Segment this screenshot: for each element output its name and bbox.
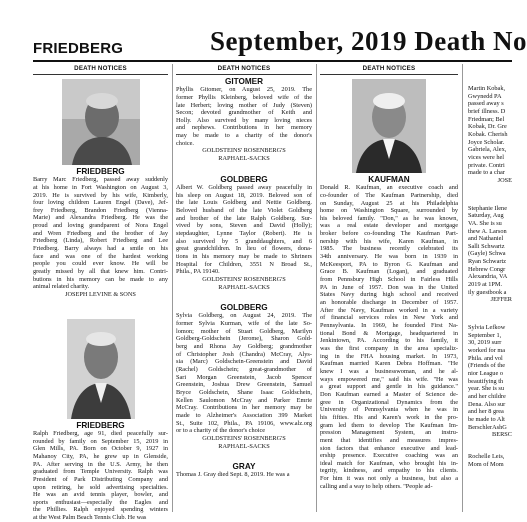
- notice-text-line: from Pennsbury High School in Fairless Hills: [320, 276, 458, 284]
- column-separator: [172, 64, 173, 512]
- notice-text-line: sia (Marc) Goldschein-Greenstein and David: [176, 358, 312, 366]
- notice-text-line: a great support and gentle in his guidance.": [320, 383, 458, 391]
- notice-body: [468, 453, 512, 468]
- notice-text-line: Marie) and Alexandra Friedberg. He was the: [33, 214, 168, 222]
- notice-text-line: Secon; devoted grandmother of Keith and: [176, 109, 312, 117]
- notice-text-line: ing in the FHA housing market. In 1973,: [320, 352, 458, 360]
- notice-text-line: pression Management System, an instru-: [320, 429, 458, 437]
- notice-text-line: sports enthusiast—especially the Eagles and: [33, 498, 168, 506]
- funeral-home-signoff: JEFFER: [490, 296, 512, 304]
- notice-text-line: Mahanoy City, PA, he grew up in Glenside,: [33, 452, 168, 460]
- notice-text-line: and her 8 grea: [468, 408, 504, 416]
- funeral-home-signoff: BERSC: [492, 431, 512, 439]
- notice-text-line: worked for ma: [468, 347, 506, 355]
- notice-text-line: great grandchildren. In lieu of flowers, dona-: [176, 245, 312, 253]
- notice-text-line: Phila. and vol: [468, 354, 503, 362]
- notice-text-line: face and was one of the hardest working: [33, 252, 168, 260]
- notice-text-line: Kobak, Dr. Gre: [468, 123, 507, 131]
- notice-text-line: home on Washington Square, surrounded by: [320, 207, 458, 215]
- funeral-home-signoff: GOLDSTEINS' ROSENBERG'S: [202, 275, 286, 283]
- notice-body: [176, 471, 312, 479]
- page-banner: September, 2019 Death No: [210, 26, 527, 56]
- notice-text-line: McKeesport, PA to Byron G. Kaufman and: [320, 260, 458, 268]
- notice-text-line: Holly. Also survived by many loving nieces: [176, 116, 312, 124]
- notice-text-line: ily guestbook a: [468, 288, 507, 296]
- notice-text-line: McCray. Contributions in her memory may be: [176, 404, 312, 412]
- notice-text-line: an honorable discharge in December of 1957.: [320, 299, 458, 307]
- notice-text-line: butions in his memory can be made to any: [33, 275, 168, 283]
- notice-body: [33, 430, 168, 522]
- notice-text-line: Kellen Saulomon McCray and Parker Emrie: [176, 396, 312, 404]
- notice-text-line: 2019. He is survived by his wife, Kimberly,: [33, 191, 168, 199]
- notice-text-line: BerschlerAshG: [468, 423, 507, 431]
- notice-text-line: choice.: [176, 139, 195, 147]
- notice-name: GOLDBERG: [220, 174, 268, 184]
- notice-text-line: or to a charity of the donor's choice: [176, 427, 266, 435]
- notice-text-line: of Christopher Josh (Chandra) McCray, Alys-: [176, 350, 312, 358]
- notice-text-line: and Nathaniel: [468, 235, 504, 243]
- portrait-photo-donald-kaufman: [352, 79, 426, 173]
- notice-text-line: St., Suite 102, Phila., PA 19106, www.alz.org: [176, 419, 312, 427]
- notice-text-line: Gwynedd PA: [468, 92, 502, 100]
- notice-name: FRIEDBERG: [76, 167, 125, 176]
- notice-text-line: knew I was a businesswoman, and he al-: [320, 367, 458, 375]
- notice-name: GITOMER: [224, 77, 264, 86]
- notice-name: GRAY: [232, 462, 256, 472]
- notice-text-line: Don Kaufman earned a Master of Science de-: [320, 390, 458, 398]
- notice-body: [176, 312, 312, 450]
- notice-body: [468, 205, 512, 305]
- notice-text-line: Ryan Schwartz: [468, 258, 507, 266]
- funeral-home-signoff: GOLDSTEINS' ROSENBERG'S: [202, 147, 286, 155]
- funeral-home-signoff: JOSE: [497, 176, 512, 184]
- notice-text-line: 30, 2019 surr: [468, 339, 502, 347]
- notice-text-line: gram led them to develop The Kaufman Im-: [320, 421, 458, 429]
- notice-text-line: September 1,: [468, 331, 502, 339]
- notice-text-line: gree in Organizational Dynamics from the: [320, 398, 458, 406]
- funeral-home-signoff: GOLDSTEINS' ROSENBERG'S: [202, 434, 286, 442]
- section-heading: DEATH NOTICES: [320, 64, 458, 75]
- notice-text-line: Sylvia Lefkow: [468, 324, 506, 332]
- notice-text-line: tegrity, kindness, and empathy to his clients.: [320, 467, 458, 475]
- notice-text-line: (Gayle) Schwa: [468, 250, 506, 258]
- notice-text-line: University of Pennsylvania when he was in: [320, 406, 458, 414]
- notice-text-line: at his home in Fort Washington on August 3,: [33, 183, 168, 191]
- notice-text-line: Salli Schwartz: [468, 242, 505, 250]
- notice-text-line: Glen Mills, PA. Born on October 9, 1927 in: [33, 445, 168, 453]
- notice-text-line: For him it was not only a business, but also a: [320, 475, 458, 483]
- notice-text-line: Kobak. Cherish: [468, 130, 508, 138]
- notice-text-line: brief illness. D: [468, 107, 506, 115]
- notice-text-line: 34th anniversary. He was born in 1939 in: [320, 253, 458, 261]
- notice-text-line: Mom of Mom: [468, 460, 504, 468]
- notice-text-line: Saturday, Aug: [468, 212, 504, 220]
- notice-text-line: Beloved husband of the late Violet Goldberg: [176, 206, 312, 214]
- notice-text-line: tional Bond & Mortgage, headquartered in: [320, 329, 458, 337]
- column-separator: [316, 64, 317, 512]
- notice-text-line: the late Louis Goldberg and Nettie Goldberg.: [176, 199, 312, 207]
- notice-name: GOLDBERG: [220, 303, 268, 313]
- notice-text-line: frey Friedberg, Brandon Friedberg (Vienna-: [33, 206, 168, 214]
- notice-text-line: also survived by 5 granddaughters, and 6: [176, 237, 312, 245]
- column-2: [176, 64, 312, 512]
- notice-text-line: Stephanie Ilene: [468, 204, 507, 212]
- notice-text-line: Jenkintown, PA. According to his family, it: [320, 337, 458, 345]
- notice-text-line: (Friends of the: [468, 362, 506, 370]
- notice-text-line: States Navy during high school and received: [320, 291, 458, 299]
- header-rule: [33, 60, 512, 62]
- notice-text-line: PA in June of 1957. Don was in the United: [320, 283, 458, 291]
- notice-text-line: Hospital for Children, 3551 N Broad St.,: [176, 260, 312, 268]
- notice-text-line: his sleep on August 18, 2019. Beloved son of: [176, 191, 312, 199]
- portrait-photo-barry-friedberg: [62, 79, 140, 165]
- notice-text-line: greatly missed by all that knew him. Contri-: [33, 268, 168, 276]
- notice-text-line: his fifties. His and Karen's work in the pro-: [320, 413, 458, 421]
- notice-text-line: Sylvia Goldberg, on August 24, 2019. The: [176, 312, 312, 320]
- notice-text-line: and nephews. Contributions in her memory: [176, 124, 312, 132]
- notice-text-line: 1985. The business recently celebrated its: [320, 245, 458, 253]
- notice-text-line: VA. She is su: [468, 219, 502, 227]
- notice-text-line: berg and Rhona Jay Goldberg; grandmother: [176, 342, 312, 350]
- notice-text-line: Kaufman married Karen Debra Hoffman. "He: [320, 360, 458, 368]
- notice-text-line: people you could ever know. He will be: [33, 260, 168, 268]
- notice-body: [320, 184, 458, 490]
- notice-text-line: Friedberg (Linda), Robert Friedberg and Lee: [33, 237, 168, 245]
- notice-text-line: Friedman; Bel: [468, 115, 505, 123]
- notice-text-line: the Phillies. Ralph enjoyed spending winters: [33, 506, 168, 514]
- notice-text-line: made to Alzheimer's Association 399 Market: [176, 411, 312, 419]
- notice-text-line: Bryce Goldschein, Shane Isaac Goldschein,: [176, 388, 312, 396]
- notice-text-line: Martin Kobak,: [468, 85, 506, 92]
- notice-text-line: on Sunday, August 25 at his Philadelphia: [320, 199, 458, 207]
- notice-text-line: nership with his wife, Karen Kaufman, in: [320, 237, 458, 245]
- notice-text-line: ment that identifies and measures impres-: [320, 436, 458, 444]
- notice-text-line: was the first company in the area specializ-: [320, 344, 458, 352]
- notice-body: [176, 86, 312, 163]
- funeral-home-signoff: JOSEPH LEVINE & SONS: [65, 291, 136, 299]
- notice-text-line: upon retiring, he sold advertising specialties.: [33, 483, 168, 491]
- notice-text-line: nior League o: [468, 370, 503, 377]
- notice-text-line: beautifying th: [468, 377, 504, 385]
- notice-text-line: Rochelle Leis,: [468, 452, 505, 460]
- funeral-home-signoff: RAPHAEL-SACKS: [218, 283, 270, 291]
- notice-text-line: Ralph Friedberg, age 91, died peacefully sur-: [33, 429, 168, 437]
- notice-text-line: vices were hel: [468, 153, 505, 161]
- notice-text-line: vived by sons, Steven and David (Holly);: [176, 222, 312, 230]
- notice-text-line: (Rachel) Goldschein; great-grandmother of: [176, 365, 312, 373]
- notice-text-line: former Sylvia Kurman, wife of the late So-: [176, 320, 312, 328]
- notice-text-line: Hebrew Congr: [468, 265, 506, 273]
- notice-text-line: was a real estate developer and mortgage: [320, 222, 458, 230]
- notice-name: KAUFMAN: [368, 175, 410, 184]
- notice-text-line: four loving children Lauren Engel (Dave), Jef-: [33, 199, 168, 207]
- column-3: [320, 64, 458, 512]
- notice-text-line: of financial services roles in New York and: [320, 314, 458, 322]
- notice-text-line: former Phyllis Kleinberg, beloved wife of the: [176, 93, 312, 101]
- notice-text-line: sion factors that enhance executive and lead-: [320, 444, 458, 452]
- notice-text-line: Albert W. Goldberg passed away peacefully in: [176, 183, 312, 191]
- notice-text-line: lomon; mother of Stuart Goldberg, Marilyn: [176, 327, 312, 335]
- column-1: [33, 64, 168, 522]
- notice-text-line: and brother of the late Ralph Goldberg. Sur-: [176, 214, 312, 222]
- notice-text-line: Friedberg. Barry always had a smile on his: [33, 245, 168, 253]
- notice-text-line: stepdaughter, Lynne Taylor (Robert). He is: [176, 229, 312, 237]
- notice-text-line: ways empowered me," said his wife. "He was: [320, 375, 458, 383]
- notice-text-line: Goldberg-Goldschein (Jerome), Sharon Gold-: [176, 335, 312, 343]
- notice-text-line: Phyllis Gitomer, on August 25, 2019. The: [176, 86, 312, 94]
- notice-text-line: at the West Palm Beach Tennis Club. He was: [33, 514, 147, 522]
- notice-text-line: made to a char: [468, 169, 505, 177]
- notice-text-line: After the Navy, Kaufman worked in a variety: [320, 306, 458, 314]
- notice-text-line: private. Contri: [468, 161, 505, 169]
- notice-text-line: and Wren Friedberg and the brother of Jay: [33, 229, 168, 237]
- notice-text-line: ideal match for Kaufman, who brought his in-: [320, 459, 458, 467]
- notice-text-line: He was an avid tennis player, bowler, and: [33, 491, 168, 499]
- notice-text-line: be made to Alt: [468, 415, 505, 423]
- notice-text-line: broker before co-founding The Kaufman Part-: [320, 230, 458, 238]
- notice-text-line: co-founder of The Kaufman Partnership, died: [320, 191, 458, 199]
- section-heading: DEATH NOTICES: [176, 64, 312, 75]
- funeral-home-signoff: RAPHAEL-SACKS: [218, 155, 270, 163]
- notice-body: [33, 176, 168, 299]
- notice-text-line: proud and loving grandparent of Nora Engel: [33, 222, 168, 230]
- notice-text-line: and her childre: [468, 392, 506, 400]
- notice-text-line: Donald R. Kaufman, an executive coach and: [320, 184, 458, 192]
- notice-text-line: animal related charity.: [33, 283, 90, 291]
- notice-text-line: his beloved family. "Don," as he was known,: [320, 214, 458, 222]
- notice-body: [468, 85, 512, 185]
- notice-text-line: PA. After serving in the U.S. Army, he then: [33, 460, 168, 468]
- notice-text-line: Gabriela, Alex,: [468, 146, 507, 154]
- notice-text-line: may be made to a charity of the donor's: [176, 132, 312, 140]
- notice-text-line: Joyce Scholar.: [468, 138, 505, 146]
- notice-text-line: Barry Marc Friedberg, passed away suddenly: [33, 176, 168, 184]
- notice-text-line: rounded by family on September 15, 2019 in: [33, 437, 168, 445]
- notice-body: [176, 184, 312, 291]
- notice-text-line: passed away s: [468, 100, 504, 108]
- column-4: [468, 64, 512, 512]
- notice-body: [468, 324, 512, 439]
- notice-text-line: ership presence. Executive coaching was an: [320, 452, 458, 460]
- notice-text-line: 2019 at 1PM.: [468, 281, 503, 289]
- notice-text-line: tions in his memory may be made to Shriners: [176, 252, 312, 260]
- notice-text-line: Dena. Also sur: [468, 400, 506, 408]
- notice-text-line: Thomas J. Gray died Sept. 8, 2019. He was a: [176, 471, 290, 479]
- notice-text-line: Pennsylvania. In 1969, he founded First Na-: [320, 322, 458, 330]
- notice-text-line: President of Park Distributing Company and: [33, 475, 168, 483]
- notice-text-line: Alexandria, VA: [468, 273, 508, 281]
- notice-text-line: year. She is su: [468, 385, 505, 393]
- page-section-title: FRIEDBERG: [33, 40, 124, 57]
- notice-text-line: Sari Morgan Greenstein, Jacob Spencer: [176, 373, 312, 381]
- notice-text-line: Greenstein, Joshua Drew Greenstein, Samuel: [176, 381, 312, 389]
- notice-text-line: late Herbert; loving mother of Judy (Steven): [176, 101, 312, 109]
- notice-text-line: calling and a way to help others. "People ad-: [320, 482, 433, 490]
- notice-text-line: thew A. Larson: [468, 227, 507, 235]
- portrait-photo-ralph-friedberg: [67, 319, 135, 419]
- notice-name: FRIEDBERG: [76, 420, 125, 430]
- notice-text-line: graduated from Temple University. Ralph was: [33, 468, 168, 476]
- notice-text-line: Grace B. Kaufman (Logan), and graduated: [320, 268, 458, 276]
- notice-text-line: Phila., PA 19140.: [176, 268, 220, 276]
- column-separator: [462, 64, 463, 512]
- section-heading: DEATH NOTICES: [33, 64, 168, 75]
- funeral-home-signoff: RAPHAEL-SACKS: [218, 442, 270, 450]
